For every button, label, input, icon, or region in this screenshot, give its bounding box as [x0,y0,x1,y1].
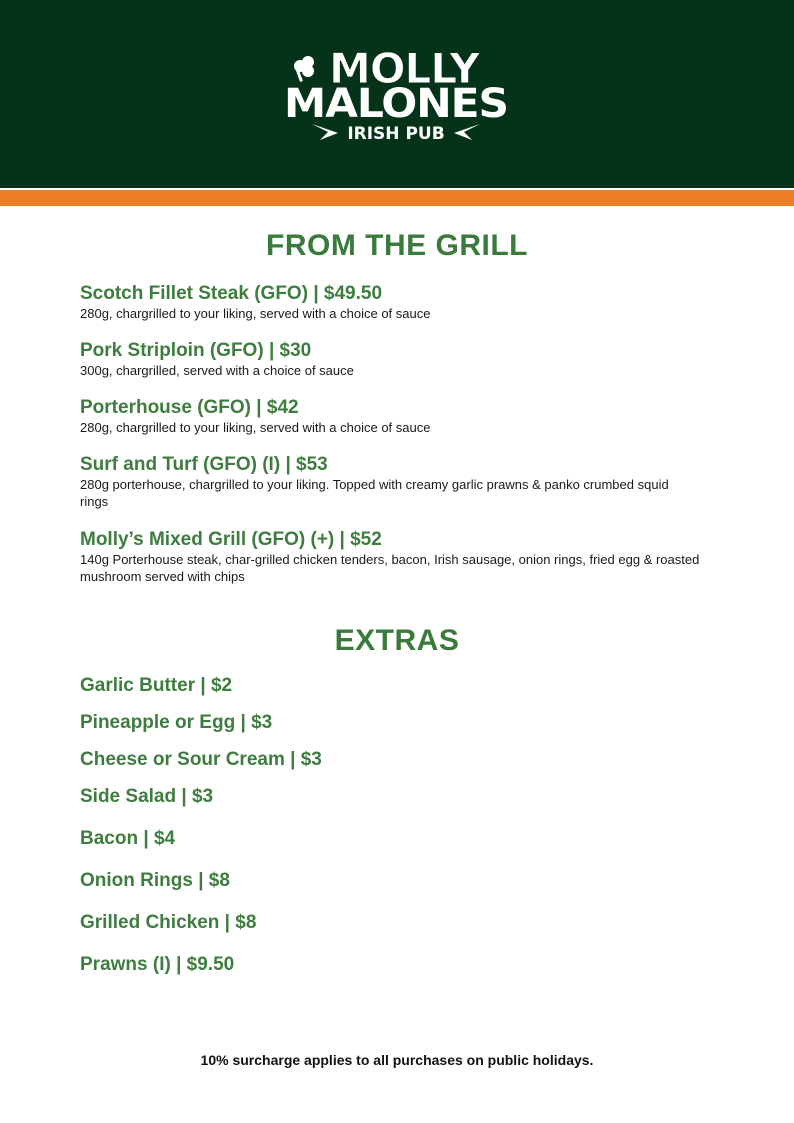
extra-item: Onion Rings | $8 [80,870,230,891]
header-banner [0,0,794,188]
extra-item: Pineapple or Egg | $3 [80,712,273,733]
menu-item-name: Porterhouse (GFO) | $42 [80,397,299,418]
menu-item-name: Surf and Turf (GFO) (I) | $53 [80,454,328,475]
menu-item [80,340,700,379]
surcharge-note: 10% surcharge applies to all purchases on public holidays. [200,1052,594,1068]
section-title-grill: FROM THE GRILL [266,229,528,262]
menu-item [80,283,700,322]
shamrock-icon [294,56,314,82]
menu-item-description: 280g porterhouse, chargrilled to your liking. Topped with creamy garlic prawns & panko crumbed squid rings [80,477,669,509]
menu-item-name: Molly’s Mixed Grill (GFO) (+) | $52 [80,529,382,550]
menu-item [80,397,700,436]
logo-line-irish-pub: IRISH PUB [347,124,445,144]
menu-item [80,454,700,510]
extra-item: Side Salad | $3 [80,786,214,807]
menu-item-description: 280g, chargrilled to your liking, served with a choice of sauce [80,420,431,435]
logo-line-malones: MALONES [284,81,508,127]
section-title-extras: EXTRAS [334,624,460,657]
molly-malones-logo [282,40,512,150]
orange-stripe [0,190,794,206]
extra-item: Garlic Butter | $2 [80,675,233,696]
extra-item: Prawns (I) | $9.50 [80,954,235,975]
menu-item-description: 300g, chargrilled, served with a choice of sauce [80,363,354,378]
logo-line-molly: MOLLY [329,44,481,93]
extra-item: Grilled Chicken | $8 [80,912,257,933]
extra-item: Cheese or Sour Cream | $3 [80,749,322,770]
menu-item-name: Scotch Fillet Steak (GFO) | $49.50 [80,283,383,304]
menu-item-description: 140g Porterhouse steak, char-grilled chicken tenders, bacon, Irish sausage, onion rings, fried egg & roasted mushroom served with chips [80,552,700,584]
menu-item-description: 280g, chargrilled to your liking, served with a choice of sauce [80,306,431,321]
menu-item-name: Pork Striploin (GFO) | $30 [80,340,312,361]
menu-item [80,529,700,585]
extra-item: Bacon | $4 [80,828,176,849]
